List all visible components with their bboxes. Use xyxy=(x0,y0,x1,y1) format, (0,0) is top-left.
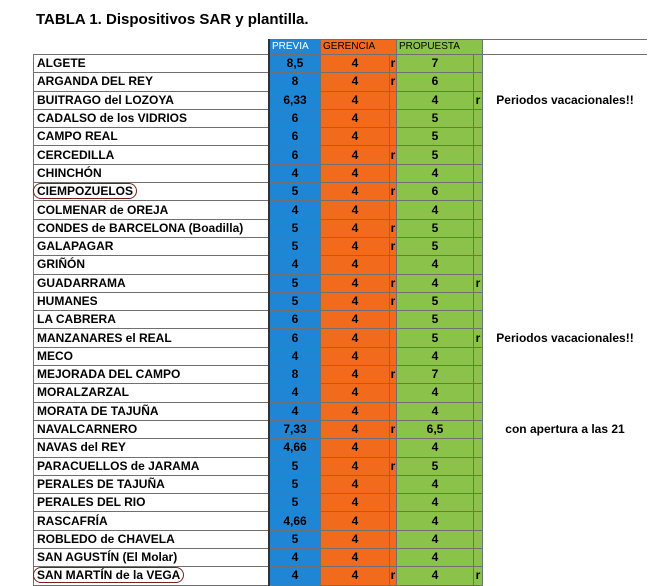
propuesta-cell: 4 xyxy=(397,567,474,585)
table-row xyxy=(34,311,648,329)
gerencia-flag-cell: r xyxy=(390,366,397,384)
propuesta-flag-cell xyxy=(474,439,483,457)
gerencia-flag-cell: r xyxy=(390,55,397,73)
row-name: ROBLEDO de CHAVELA xyxy=(37,531,175,546)
gerencia-flag-cell: r xyxy=(390,292,397,310)
row-name: ALGETE xyxy=(37,56,86,71)
row-name: MEJORADA DEL CAMPO xyxy=(37,367,181,382)
gerencia-cell: 4 xyxy=(321,512,390,530)
gerencia-cell: 4 xyxy=(321,237,390,255)
propuesta-cell: 4 xyxy=(397,164,474,182)
row-name: BUITRAGO del LOZOYA xyxy=(37,92,174,107)
row-name-cell xyxy=(34,292,270,310)
row-name: GRIÑÓN xyxy=(37,257,85,272)
row-name: ARGANDA DEL REY xyxy=(37,74,154,89)
note-cell xyxy=(483,512,648,530)
row-name-cell xyxy=(34,457,270,475)
table-row xyxy=(34,256,648,274)
row-name-cell xyxy=(34,274,270,292)
gerencia-cell: 4 xyxy=(321,439,390,457)
note-cell xyxy=(483,128,648,146)
gerencia-flag-cell xyxy=(390,512,397,530)
note-cell: Periodos vacacionales!! xyxy=(483,329,648,347)
gerencia-cell: 4 xyxy=(321,384,390,402)
propuesta-flag-cell xyxy=(474,183,483,201)
previa-cell: 4 xyxy=(269,549,321,567)
row-name: MORATA DE TAJUÑA xyxy=(37,403,159,418)
table-row xyxy=(34,549,648,567)
row-name: GALAPAGAR xyxy=(37,239,114,254)
previa-cell: 6 xyxy=(269,146,321,164)
gerencia-flag-cell: r xyxy=(390,420,397,438)
row-name: CONDES de BARCELONA (Boadilla) xyxy=(37,220,244,235)
gerencia-flag-cell xyxy=(390,494,397,512)
table-row xyxy=(34,494,648,512)
propuesta-flag-cell: r xyxy=(474,329,483,347)
note-cell xyxy=(483,494,648,512)
gerencia-cell: 4 xyxy=(321,55,390,73)
table-row xyxy=(34,530,648,548)
propuesta-cell: 4 xyxy=(397,347,474,365)
propuesta-flag-cell: r xyxy=(474,91,483,109)
row-name-cell xyxy=(34,567,270,585)
gerencia-cell: 4 xyxy=(321,494,390,512)
propuesta-flag-cell xyxy=(474,512,483,530)
gerencia-flag-cell: r xyxy=(390,73,397,91)
row-name-cell xyxy=(34,420,270,438)
table-header-row xyxy=(34,40,648,55)
previa-cell: 4 xyxy=(269,201,321,219)
propuesta-cell: 5 xyxy=(397,457,474,475)
previa-cell: 6 xyxy=(269,109,321,127)
circled-row-name: SAN MARTÍN de la VEGA xyxy=(33,567,184,583)
gerencia-cell: 4 xyxy=(321,219,390,237)
table-row xyxy=(34,292,648,310)
previa-cell: 4 xyxy=(269,384,321,402)
gerencia-cell: 4 xyxy=(321,311,390,329)
propuesta-cell: 7 xyxy=(397,55,474,73)
gerencia-cell: 4 xyxy=(321,475,390,493)
propuesta-flag-cell xyxy=(474,201,483,219)
note-cell xyxy=(483,439,648,457)
table-row xyxy=(34,475,648,493)
row-name-cell xyxy=(34,402,270,420)
row-name: CERCEDILLA xyxy=(37,147,115,162)
note-cell xyxy=(483,55,648,73)
gerencia-cell: 4 xyxy=(321,420,390,438)
sar-table xyxy=(33,39,647,586)
previa-cell: 4,66 xyxy=(269,512,321,530)
propuesta-cell: 7 xyxy=(397,366,474,384)
row-name-cell xyxy=(34,347,270,365)
previa-cell: 5 xyxy=(269,274,321,292)
propuesta-flag-cell xyxy=(474,549,483,567)
previa-cell: 6,33 xyxy=(269,91,321,109)
previa-cell: 8 xyxy=(269,366,321,384)
gerencia-cell: 4 xyxy=(321,73,390,91)
table-row xyxy=(34,91,648,109)
header-gerencia: GERENCIA xyxy=(321,40,397,55)
propuesta-cell: 4 xyxy=(397,494,474,512)
gerencia-cell: 4 xyxy=(321,109,390,127)
gerencia-flag-cell xyxy=(390,256,397,274)
gerencia-cell: 4 xyxy=(321,201,390,219)
propuesta-cell: 6,5 xyxy=(397,420,474,438)
row-name: PARACUELLOS de JARAMA xyxy=(37,458,200,473)
row-name-cell xyxy=(34,256,270,274)
row-name-cell xyxy=(34,55,270,73)
gerencia-cell: 4 xyxy=(321,274,390,292)
previa-cell: 7,33 xyxy=(269,420,321,438)
propuesta-cell: 5 xyxy=(397,146,474,164)
note-cell xyxy=(483,311,648,329)
gerencia-cell: 4 xyxy=(321,366,390,384)
gerencia-flag-cell xyxy=(390,439,397,457)
previa-cell: 5 xyxy=(269,183,321,201)
gerencia-cell: 4 xyxy=(321,329,390,347)
propuesta-flag-cell xyxy=(474,146,483,164)
propuesta-flag-cell xyxy=(474,73,483,91)
note-cell xyxy=(483,164,648,182)
propuesta-flag-cell xyxy=(474,530,483,548)
propuesta-cell: 4 xyxy=(397,402,474,420)
row-name: NAVAS del REY xyxy=(37,440,126,455)
propuesta-cell: 4 xyxy=(397,549,474,567)
table-row xyxy=(34,274,648,292)
gerencia-flag-cell xyxy=(390,109,397,127)
gerencia-flag-cell xyxy=(390,201,397,219)
table-row xyxy=(34,183,648,201)
table-row xyxy=(34,329,648,347)
table-row xyxy=(34,347,648,365)
gerencia-flag-cell xyxy=(390,128,397,146)
row-name: MANZANARES el REAL xyxy=(37,330,172,345)
previa-cell: 8 xyxy=(269,73,321,91)
row-name-cell xyxy=(34,183,270,201)
previa-cell: 4 xyxy=(269,164,321,182)
row-name-cell xyxy=(34,164,270,182)
propuesta-cell: 4 xyxy=(397,475,474,493)
note-cell xyxy=(483,366,648,384)
row-name: RASCAFRÍA xyxy=(37,513,108,528)
previa-cell: 6 xyxy=(269,311,321,329)
propuesta-cell: 4 xyxy=(397,530,474,548)
propuesta-flag-cell xyxy=(474,494,483,512)
propuesta-flag-cell xyxy=(474,366,483,384)
row-name-cell xyxy=(34,439,270,457)
row-name-cell xyxy=(34,512,270,530)
header-notes-blank xyxy=(483,40,648,55)
propuesta-cell: 4 xyxy=(397,201,474,219)
row-name: CHINCHÓN xyxy=(37,165,102,180)
gerencia-cell: 4 xyxy=(321,402,390,420)
propuesta-cell: 5 xyxy=(397,329,474,347)
previa-cell: 5 xyxy=(269,530,321,548)
row-name-cell xyxy=(34,91,270,109)
note-cell: con apertura a las 21 xyxy=(483,420,648,438)
row-name-cell xyxy=(34,329,270,347)
row-name-cell xyxy=(34,366,270,384)
row-name: SAN AGUSTÍN (El Molar) xyxy=(37,550,178,565)
gerencia-cell: 4 xyxy=(321,530,390,548)
propuesta-cell: 4 xyxy=(397,512,474,530)
propuesta-flag-cell xyxy=(474,457,483,475)
gerencia-cell: 4 xyxy=(321,457,390,475)
propuesta-cell: 5 xyxy=(397,128,474,146)
gerencia-flag-cell xyxy=(390,475,397,493)
propuesta-flag-cell: r xyxy=(474,274,483,292)
note-cell xyxy=(483,402,648,420)
row-name: HUMANES xyxy=(37,294,98,308)
gerencia-flag-cell xyxy=(390,91,397,109)
row-name: NAVALCARNERO xyxy=(37,422,138,437)
gerencia-cell: 4 xyxy=(321,567,390,585)
gerencia-flag-cell: r xyxy=(390,219,397,237)
gerencia-cell: 4 xyxy=(321,292,390,310)
row-name: MORALZARZAL xyxy=(37,385,129,400)
note-cell xyxy=(483,256,648,274)
previa-cell: 5 xyxy=(269,219,321,237)
propuesta-cell: 6 xyxy=(397,73,474,91)
table-row xyxy=(34,237,648,255)
row-name-cell xyxy=(34,494,270,512)
propuesta-flag-cell xyxy=(474,164,483,182)
previa-cell: 4 xyxy=(269,402,321,420)
gerencia-cell: 4 xyxy=(321,183,390,201)
note-cell xyxy=(483,237,648,255)
row-name-cell xyxy=(34,475,270,493)
row-name-cell xyxy=(34,201,270,219)
row-name: PERALES DEL RIO xyxy=(37,495,146,510)
table-title: TABLA 1. Dispositivos SAR y plantilla. xyxy=(36,11,309,28)
note-cell xyxy=(483,475,648,493)
propuesta-cell: 5 xyxy=(397,311,474,329)
table-row xyxy=(34,164,648,182)
row-name-cell xyxy=(34,549,270,567)
table-row xyxy=(34,219,648,237)
table-row xyxy=(34,402,648,420)
gerencia-flag-cell: r xyxy=(390,457,397,475)
propuesta-cell: 4 xyxy=(397,439,474,457)
gerencia-flag-cell xyxy=(390,530,397,548)
propuesta-flag-cell xyxy=(474,219,483,237)
propuesta-cell: 4 xyxy=(397,256,474,274)
note-cell xyxy=(483,73,648,91)
table-row xyxy=(34,384,648,402)
note-cell xyxy=(483,146,648,164)
note-cell xyxy=(483,549,648,567)
previa-cell: 8,5 xyxy=(269,55,321,73)
previa-cell: 4,66 xyxy=(269,439,321,457)
previa-cell: 5 xyxy=(269,494,321,512)
gerencia-flag-cell: r xyxy=(390,146,397,164)
row-name: PERALES DE TAJUÑA xyxy=(37,476,165,491)
row-name: CADALSO de los VIDRIOS xyxy=(37,111,188,126)
table-row xyxy=(34,146,648,164)
row-name-cell xyxy=(34,128,270,146)
gerencia-flag-cell xyxy=(390,402,397,420)
table-row xyxy=(34,55,648,73)
propuesta-flag-cell xyxy=(474,420,483,438)
note-cell: Periodos vacacionales!! xyxy=(483,91,648,109)
row-name-cell xyxy=(34,384,270,402)
row-name-cell xyxy=(34,311,270,329)
previa-cell: 4 xyxy=(269,567,321,585)
gerencia-cell: 4 xyxy=(321,549,390,567)
table-row xyxy=(34,439,648,457)
propuesta-flag-cell xyxy=(474,311,483,329)
propuesta-cell: 6 xyxy=(397,183,474,201)
propuesta-flag-cell xyxy=(474,128,483,146)
propuesta-cell: 4 xyxy=(397,384,474,402)
propuesta-flag-cell xyxy=(474,109,483,127)
previa-cell: 5 xyxy=(269,237,321,255)
header-previa: PREVIA xyxy=(269,40,321,55)
previa-cell: 6 xyxy=(269,128,321,146)
previa-cell: 5 xyxy=(269,457,321,475)
gerencia-cell: 4 xyxy=(321,128,390,146)
note-cell xyxy=(483,274,648,292)
table-row xyxy=(34,567,648,585)
gerencia-flag-cell xyxy=(390,347,397,365)
propuesta-flag-cell xyxy=(474,475,483,493)
table-row xyxy=(34,457,648,475)
table-row xyxy=(34,512,648,530)
header-propuesta: PROPUESTA xyxy=(397,40,483,55)
gerencia-flag-cell xyxy=(390,311,397,329)
table-row xyxy=(34,366,648,384)
row-name-cell xyxy=(34,530,270,548)
note-cell xyxy=(483,530,648,548)
row-name: LA CABRERA xyxy=(37,312,116,327)
propuesta-flag-cell xyxy=(474,402,483,420)
note-cell xyxy=(483,219,648,237)
propuesta-cell: 4 xyxy=(397,274,474,292)
note-cell xyxy=(483,292,648,310)
row-name: GUADARRAMA xyxy=(37,275,126,290)
table-row xyxy=(34,109,648,127)
gerencia-flag-cell: r xyxy=(390,237,397,255)
previa-cell: 5 xyxy=(269,475,321,493)
circled-row-name: CIEMPOZUELOS xyxy=(33,183,137,199)
gerencia-cell: 4 xyxy=(321,347,390,365)
previa-cell: 5 xyxy=(269,292,321,310)
propuesta-flag-cell xyxy=(474,292,483,310)
propuesta-cell: 5 xyxy=(397,109,474,127)
note-cell xyxy=(483,183,648,201)
row-name-cell xyxy=(34,237,270,255)
propuesta-cell: 5 xyxy=(397,292,474,310)
propuesta-flag-cell xyxy=(474,237,483,255)
gerencia-flag-cell xyxy=(390,549,397,567)
gerencia-flag-cell xyxy=(390,164,397,182)
previa-cell: 4 xyxy=(269,347,321,365)
gerencia-flag-cell: r xyxy=(390,183,397,201)
note-cell xyxy=(483,457,648,475)
row-name: MECO xyxy=(37,348,73,363)
propuesta-flag-cell xyxy=(474,384,483,402)
gerencia-cell: 4 xyxy=(321,146,390,164)
row-name-cell xyxy=(34,109,270,127)
note-cell xyxy=(483,109,648,127)
row-name-cell xyxy=(34,219,270,237)
note-cell xyxy=(483,567,648,585)
note-cell xyxy=(483,201,648,219)
note-cell xyxy=(483,384,648,402)
row-name-cell xyxy=(34,146,270,164)
row-name: CAMPO REAL xyxy=(37,129,118,144)
note-cell xyxy=(483,347,648,365)
propuesta-cell: 5 xyxy=(397,237,474,255)
table-row xyxy=(34,128,648,146)
propuesta-flag-cell: r xyxy=(474,567,483,585)
previa-cell: 4 xyxy=(269,256,321,274)
row-name: COLMENAR de OREJA xyxy=(37,202,169,217)
propuesta-flag-cell xyxy=(474,55,483,73)
propuesta-cell: 4 xyxy=(397,91,474,109)
gerencia-flag-cell: r xyxy=(390,274,397,292)
gerencia-flag-cell: r xyxy=(390,567,397,585)
header-empty-cell xyxy=(34,40,270,55)
table-row xyxy=(34,73,648,91)
gerencia-cell: 4 xyxy=(321,164,390,182)
table-row xyxy=(34,420,648,438)
previa-cell: 6 xyxy=(269,329,321,347)
table-row xyxy=(34,201,648,219)
propuesta-flag-cell xyxy=(474,347,483,365)
gerencia-flag-cell xyxy=(390,329,397,347)
gerencia-cell: 4 xyxy=(321,256,390,274)
row-name-cell xyxy=(34,73,270,91)
propuesta-flag-cell xyxy=(474,256,483,274)
propuesta-cell: 5 xyxy=(397,219,474,237)
gerencia-cell: 4 xyxy=(321,91,390,109)
gerencia-flag-cell xyxy=(390,384,397,402)
